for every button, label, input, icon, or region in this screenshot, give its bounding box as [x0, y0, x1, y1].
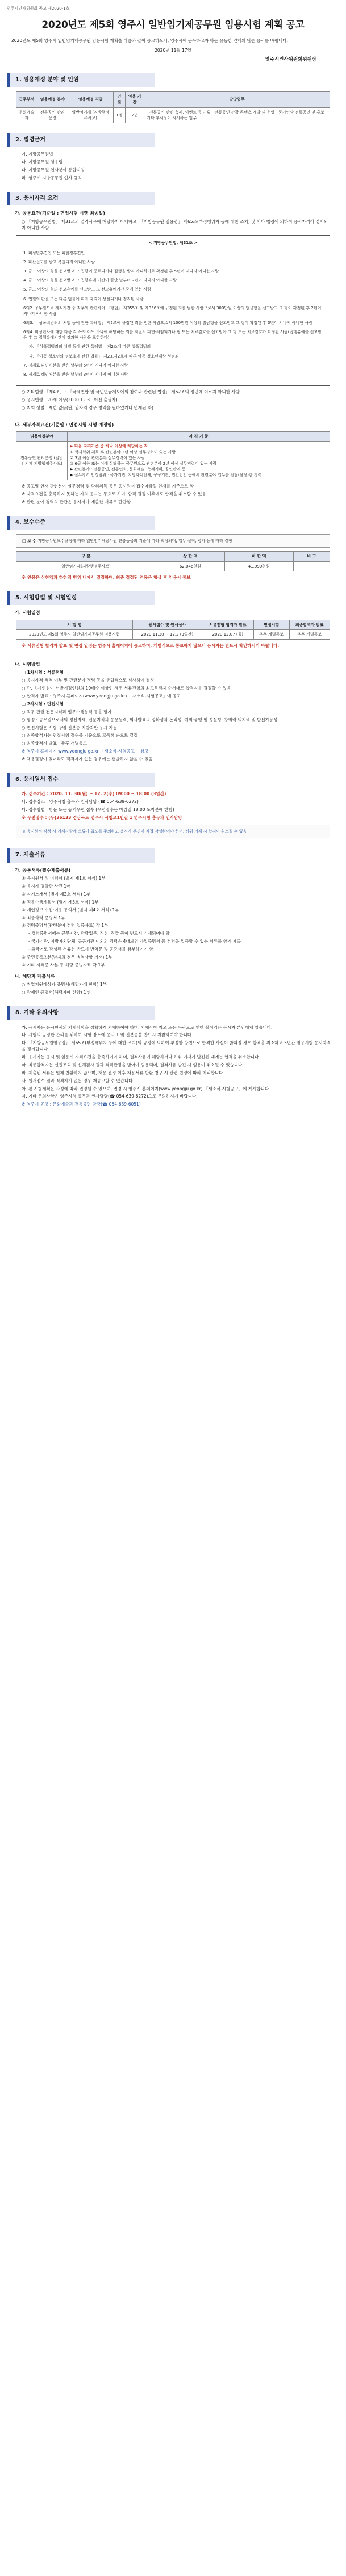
- doc-label: 영주시인사위원회 공고 제2020-1호: [7, 6, 70, 11]
- law-item: 3. 금고 이상의 형을 선고받고 그 집행이 종료되거나 집행을 받지 아니하기로 확정된 후 5년이 지나지 아니한 사람: [23, 269, 219, 274]
- list-item: ④ 직무수행계획서 (별지 제3호 서식) 1부: [22, 899, 99, 905]
- method-list: [7, 670, 339, 763]
- list-item: ① 응시원서 및 이력서 (별지 제1호 서식) 1부: [22, 876, 106, 881]
- optional-docs-title: 나. 해당자 제출서류: [15, 973, 55, 979]
- col-header: 면접시험: [253, 620, 289, 629]
- law-list: [7, 152, 339, 182]
- table-cell: 62,046천원: [156, 561, 224, 571]
- list-item: 사. 원서접수 결과 적격자가 없는 경우 재공고할 수 있습니다.: [22, 1078, 134, 1083]
- col-header: 최종합격자 발표: [289, 620, 330, 629]
- criteria-cell: [68, 442, 330, 480]
- list-item: 라. 영주시 지방공무원 인사 규칙: [22, 175, 82, 181]
- list-item: 아. 본 시험계획은 사정에 따라 변경될 수 있으며, 변경 시 영주시 홈페이지(www.yeongju.go.kr) 「새소식-시험공고」에 게시합니다.: [22, 1086, 270, 1091]
- method-title: 나. 시험방법: [15, 661, 40, 667]
- criteria-table: [16, 431, 330, 480]
- salary-note-title: □ 보 수: [22, 539, 37, 544]
- table-cell: [293, 561, 330, 571]
- salary-note-box: [16, 534, 330, 548]
- notes-list: [7, 1025, 339, 1108]
- law-item: 8. 징계로 해임처분을 받은 날부터 3년이 지나지 아니한 사람: [23, 372, 128, 377]
- law-item: 6의2. 공무원으로 재직기간 중 직무와 관련하여 「형법」 제355조 및 제356조에 규정된 죄를 범한 사람으로서 300만원 이상의 벌금형을 선고받고 그 형이 확정된 후 2년이 지나지 아니한 사람: [23, 305, 322, 316]
- list-item: □ 2차시험 : 면접시험: [22, 701, 64, 707]
- list-item: 가. 응시자는 응시원서의 기재사항을 정확하게 기재하여야 하며, 기재사항 착오 또는 누락으로 인한 불이익은 응시자 본인에게 있습니다.: [22, 1024, 273, 1030]
- section-6: [7, 773, 339, 787]
- col-header: 구 분: [16, 552, 156, 561]
- section-7-title: 7. 제출서류: [7, 848, 155, 863]
- list-item: ※ 영주시 공고 : 문화예술과 전통공연 담당(☎ 054-639-6051): [22, 1102, 141, 1107]
- detail-requirements-title: 나. 세부자격요건(기준일 : 면접시험 시행 예정일): [15, 422, 114, 427]
- list-item: 다. 「지방공무원임용령」 제65조(부정행위자 등에 대한 조치)의 규정에 의하여 부정한 방법으로 합격한 사실이 밝혀질 경우 합격을 취소하고 5년간 임용시험 응시자격을 정지합니다.: [22, 1040, 331, 1052]
- list-item: 다. 지방공무원 인사분야 통합지침: [22, 167, 85, 173]
- announcement-date: 2020년 11월 17일: [155, 47, 191, 53]
- table-cell: 2년: [125, 107, 144, 123]
- section-2-title: 2. 법령근거: [7, 133, 155, 148]
- section-4: [7, 516, 339, 530]
- col-header: 서류전형 합격자 발표: [202, 620, 253, 629]
- intro-text: 2020년도 제5회 영주시 일반임기제공무원 임용시험 계획을 다음과 같이 공고하오니, 영주시에 근무하고자 하는 유능한 인재의 많은 응시를 바랍니다.: [11, 37, 288, 43]
- positions-table-wrap: [7, 91, 339, 123]
- note: ※ 자격요건을 충족하지 못하는 자의 응시는 무효로 하며, 합격 결정 이후에도 합격을 취소할 수 있음: [22, 491, 206, 497]
- table-cell: · 전통공연 관련 축제, 이벤트 등 기획 · 전통공연 관광 콘텐츠 개발 및 운영 · 풍기인삼 전통공연 및 홍보 · 기타 부서장이 지시하는 업무: [144, 107, 330, 123]
- list-item: ○ 평정 : 공무원으로서의 정신자세, 전문지식과 응용능력, 의사발표의 정확성과 논리성, 예의·품행 및 성실성, 창의력·의지력 및 발전가능성: [22, 717, 278, 722]
- criteria-line: ▶ 다음 자격기준 중 하나 이상에 해당하는 자: [70, 444, 148, 449]
- criteria-line: ② 3년 이상 관련분야 실무경력이 있는 사람: [70, 455, 145, 460]
- common-docs-title: 가. 공통서류(필수제출서류): [15, 867, 71, 873]
- note: ※ 관련 분야 경력의 판단은 응시자가 제출한 서류로 판단함: [22, 499, 131, 505]
- table-row: [16, 561, 330, 571]
- list-item: ※ 우편접수 : (우)36133 경상북도 영주시 시청로1번길 1 영주시청 총무과 인사담당: [22, 815, 182, 821]
- list-item: ○ 취업지원대상자 증명서(해당자에 한함) 1부: [22, 982, 107, 987]
- list-item: ⑤ 개인정보 수집·이용 동의서 (별지 제4호 서식) 1부: [22, 907, 119, 913]
- list-item: ⑧ 주민등록초본(남자의 경우 병역사항 기재) 1부: [22, 954, 112, 960]
- section-2: [7, 133, 339, 148]
- schedule-table: [16, 620, 330, 640]
- col-header: 근무부서: [16, 92, 37, 107]
- section-8: [7, 1006, 339, 1020]
- list-item: 가. 접수기간 : 2020. 11. 30(월) ~ 12. 2(수) 09:00 ~ 18:00 (3일간): [22, 791, 166, 797]
- law-item: 5. 금고 이상의 형의 선고유예를 선고받고 그 선고유예기간 중에 있는 사람: [23, 287, 152, 292]
- section-3-title: 3. 응시자격 요건: [7, 192, 155, 206]
- list-item: ○ 최종합격자는 면접시험 점수를 기준으로 고득점 순으로 결정: [22, 733, 138, 738]
- list-item: ○ 응시자격 적격 여부 및 관련분야 경력 등을 종합적으로 심사하여 결정: [22, 678, 155, 683]
- col-header: 원서접수 및 원서심사: [132, 620, 202, 629]
- list-item: ② 응시자 명함판 사진 1매: [22, 884, 71, 889]
- age-limit: ○ 기타법령 「제4조」 : 「국제연합 및 국민연금제도에의 참여와 관련된 법령」 제62조의 정년에 이르지 아니한 사람: [22, 389, 240, 394]
- list-item: 바. 제출된 서류는 일체 반환하지 않으며, 채용 결정 이후 채용서류 반환 청구 시 관련 법령에 따라 처리합니다.: [22, 1070, 224, 1075]
- list-item: ○ 최종합격자 발표 : 추후 개별통보: [22, 741, 87, 746]
- law-item: 6. 법원의 판결 또는 다른 법률에 따라 자격이 상실되거나 정지된 사람: [23, 296, 144, 301]
- list-item: ○ 장애인 증명서(해당자에 한함) 1부: [22, 990, 90, 995]
- criteria-table-wrap: [7, 431, 339, 480]
- application-note-box: [16, 825, 330, 838]
- positions-table: [16, 91, 330, 123]
- salary-footnote: ※ 연봉은 상한액과 하한액 범위 내에서 결정하며, 최종 결정된 연봉은 협상 후 임용시 통보: [22, 574, 191, 580]
- col-header: 임용예정 분야: [37, 92, 68, 107]
- schedule-notice: ※ 서류전형 합격자 발표 및 면접 일정은 영주시 홈페이지에 공고하며, 개별적으로 통보하지 않으니 응시자는 반드시 확인하시기 바랍니다.: [22, 643, 280, 648]
- table-cell: 41,990천원: [224, 561, 293, 571]
- law-item: 2. 파산선고를 받고 복권되지 아니한 사람: [23, 260, 95, 265]
- optional-docs-list: [7, 982, 339, 996]
- salary-table: [16, 551, 330, 571]
- age-requirement: ○ 응시연령 : 20세 이상(2000.12.31 이전 출생자): [22, 397, 118, 402]
- col-header: 비 고: [293, 552, 330, 561]
- list-item: ⑦ 경력증명서(관련분야 경력 입증자료) 각 1부: [22, 923, 109, 928]
- law-item: 가. 「성폭력범죄의 처벌 등에 관한 특례법」 제2조에 따른 성폭력범죄: [29, 344, 151, 350]
- table-cell: 전통공연 관리운영: [37, 107, 68, 123]
- section-7: [7, 848, 339, 863]
- law-item: 6의3. 「성폭력범죄의 처벌 등에 관한 특례법」 제2조에 규정된 죄를 범한 사람으로서 100만원 이상의 벌금형을 선고받고 그 형이 확정된 후 3년이 지나지 아니한 사람: [23, 321, 312, 326]
- common-requirement: ○ 「지방공무원법」 제31조의 결격사유에 해당하지 아니하고, 「지방공무원 임용령」 제65조(부정행위자 등에 대한 조치) 및 기타 법령에 의하여 응시자격이 정지되지 아니한 사람: [22, 219, 328, 230]
- section-5-title: 5. 시험방법 및 시험일정: [7, 591, 155, 606]
- docs-list: [7, 876, 339, 969]
- list-item: ○ 면접시험은 시험 당일 신분증 지참자만 응시 가능: [22, 725, 118, 730]
- table-cell: 2020.11.30 ~ 12.2 (3일간): [132, 629, 202, 639]
- criteria-line: ① 학사학위 취득 후 관련분야 3년 이상 실무경력이 있는 사람: [70, 449, 176, 455]
- law-excerpt-box: [16, 235, 330, 386]
- table-row: [16, 107, 330, 123]
- col-header: 임용예정분야: [16, 432, 68, 442]
- law-item: 1. 피성년후견인 또는 피한정후견인: [23, 250, 85, 255]
- list-item: 마. 최종합격자는 신원조회 및 신체검사 결과 적격판정을 받아야 임용되며, 결격사유 발견 시 임용이 취소될 수 있습니다.: [22, 1062, 244, 1068]
- schedule-title: 가. 시험일정: [15, 610, 40, 616]
- salary-note: 지방공무원보수규정에 따라 일반임기제공무원 연봉등급의 기준에 따라 책정되며, 업무 실적, 평가 등에 따라 결정: [37, 539, 232, 544]
- schedule-table-wrap: [7, 620, 339, 640]
- section-8-title: 8. 기타 유의사항: [7, 1006, 155, 1020]
- table-cell: 1명: [113, 107, 125, 123]
- table-cell: 추후 개별통보: [253, 629, 289, 639]
- list-item: 나. 지방공무원 임용령: [22, 159, 63, 165]
- list-item: ③ 자기소개서 (별지 제2호 서식) 1부: [22, 891, 90, 897]
- list-item: □ 1차시험 : 서류전형: [22, 670, 64, 675]
- note: ※ 공고일 현재 관련분야 실무경력 및 학위취득 등은 응시원서 접수마감일 현재를 기준으로 함: [22, 484, 194, 489]
- table-row: [16, 442, 330, 480]
- list-item: ⑥ 최종학력 증명서 1부: [22, 915, 65, 921]
- field-cell: 전통공연 관리운영 (일반임기제 지방행정주사보): [16, 442, 68, 480]
- list-item: - 국가기관, 지방자치단체, 공공기관 이외의 경력은 4대보험 가입증명서 등 경력을 입증할 수 있는 서류를 함께 제출: [28, 939, 241, 944]
- table-cell: 추후 개별통보: [289, 629, 330, 639]
- application-note: ※ 응시원서 작성 시 기재사항에 오류가 없도록 주의하고 응시자 본인이 직접 작성하여야 하며, 허위 기재 시 합격이 취소될 수 있음: [22, 829, 247, 834]
- list-item: 자. 기타 문의사항은 영주시청 총무과 인사담당(☎ 054-639-6272)으로 문의하시기 바랍니다.: [22, 1094, 198, 1099]
- law-item: 7. 징계로 파면처분을 받은 날부터 5년이 지나지 아니한 사람: [23, 363, 128, 368]
- page-title: 2020년도 제5회 영주시 일반임기제공무원 임용시험 계획 공고: [41, 19, 305, 31]
- table-cell: 2020년도 제5회 영주시 일반임기제공무원 임용시험: [16, 629, 133, 639]
- list-item: ○ 직무 관련 전문지식과 업무수행능력 등을 평가: [22, 709, 112, 715]
- col-header: 하 한 액: [224, 552, 293, 561]
- section-4-title: 4. 보수수준: [7, 516, 155, 530]
- col-header: 인원: [113, 92, 125, 107]
- list-item: ⑨ 기타 자격증 사본 등 해당 증빙자료 각 1부: [22, 962, 105, 968]
- criteria-line: ▶ 관련분야 : 전통공연, 전통연희, 문화예술, 축제기획, 공연관리 등: [70, 467, 186, 472]
- table-cell: 일반임기제 (지방행정주사보): [68, 107, 113, 123]
- law-item: 6의4. 미성년자에 대한 다음 각 목의 어느 하나에 해당하는 죄를 저질러 파면·해임되거나 형 또는 치료감호를 선고받아 그 형 또는 치료감호가 확정된 사람(집행유예를 선고받은 후 그 집행유예기간이 경과한 사람을 포함한다): [23, 330, 322, 341]
- table-cell: 문화예술과: [16, 107, 37, 123]
- section-6-title: 6. 응시원서 접수: [7, 773, 155, 787]
- section-1-title: 1. 임용예정 분야 및 인원: [7, 73, 155, 87]
- col-header: 상 한 액: [156, 552, 224, 561]
- col-header: 자 격 기 준: [68, 432, 330, 442]
- list-item: ○ 합격자 발표 : 영주시 홈페이지(www.yeongju.go.kr) 「새소식-시험공고」에 공고: [22, 694, 181, 699]
- table-cell: 2020.12.07 (월): [202, 629, 253, 639]
- section-5: [7, 591, 339, 606]
- section-1: [7, 73, 339, 87]
- gender-requirement: ○ 지역 성별 : 제한 없음(단, 남자의 경우 병역을 필하였거나 면제된 자): [22, 405, 153, 410]
- list-item: 나. 접수장소 : 영주시청 총무과 인사담당 (☎ 054-639-6272): [22, 799, 139, 805]
- col-header: 임용 기간: [125, 92, 144, 107]
- list-item: 가. 지방공무원법: [22, 152, 53, 157]
- common-requirements-title: 가. 공통요건(기준일 : 면접시험 시행 최종일): [15, 211, 105, 216]
- list-item: 라. 응시자는 응시 및 임용시 자격요건을 충족하여야 하며, 결격사유에 해당하거나 허위 기재가 발견된 때에는 합격을 취소합니다.: [22, 1054, 260, 1060]
- law-item: 나. 「아동·청소년의 성보호에 관한 법률」 제2조제2호에 따른 아동·청소년대상 성범죄: [29, 354, 179, 359]
- list-item: ※ 영주시 홈페이지 www.yeongju.go.kr 「새소식-시험공고」 참고: [22, 749, 149, 754]
- table-row: [16, 629, 330, 639]
- list-item: 나. 시험의 공정한 관리를 위하여 시험 장소에 응시표 및 신분증을 반드시 지참하여야 합니다.: [22, 1032, 193, 1038]
- list-item: 다. 접수방법 : 방문 또는 등기우편 접수 (우편접수는 마감일 18:00 도착분에 한함): [22, 807, 174, 813]
- criteria-line: ▶ 실무경력 인정범위 : 국가기관, 지방자치단체, 공공기관, 민간법인 등에서 관련분야 업무를 전담(담당)한 경력: [70, 473, 262, 478]
- col-header: 담당업무: [144, 92, 330, 107]
- criteria-line: ③ 6급 이하 또는 이에 상당하는 공무원으로 관련분야 2년 이상 실무경력이 있는 사람: [70, 461, 217, 466]
- table-cell: 일반임기제(지방행정주사보): [16, 561, 156, 571]
- list-item: ○ 단, 응시인원이 선발예정인원의 10배수 이상인 경우 서류전형의 최고득점자 순서대로 합격자를 결정할 수 있음: [22, 686, 231, 691]
- section-3: [7, 192, 339, 206]
- list-item: - 경력증명서에는 근무기간, 담당업무, 직위, 직급 등이 반드시 기재되어야 함: [28, 931, 170, 936]
- signer: 영주시인사위원회위원장: [265, 56, 316, 62]
- law-box-title: < 지방공무원법, 제31조 >: [148, 240, 198, 245]
- col-header: 시 험 명: [16, 620, 133, 629]
- list-item: - 외국어로 작성된 서류는 반드시 번역문 및 공증서를 첨부하여야 함: [28, 947, 153, 952]
- list-item: ※ 채용결정이 있더라도 적격자가 없는 경우에는 선발하지 않을 수 있음: [22, 757, 153, 762]
- salary-table-wrap: [7, 551, 339, 571]
- law-item: 4. 금고 이상의 형을 선고받고 그 집행유예 기간이 끝난 날부터 2년이 지나지 아니한 사람: [23, 278, 177, 283]
- application-list: [7, 791, 339, 821]
- col-header: 임용예정 직급: [68, 92, 113, 107]
